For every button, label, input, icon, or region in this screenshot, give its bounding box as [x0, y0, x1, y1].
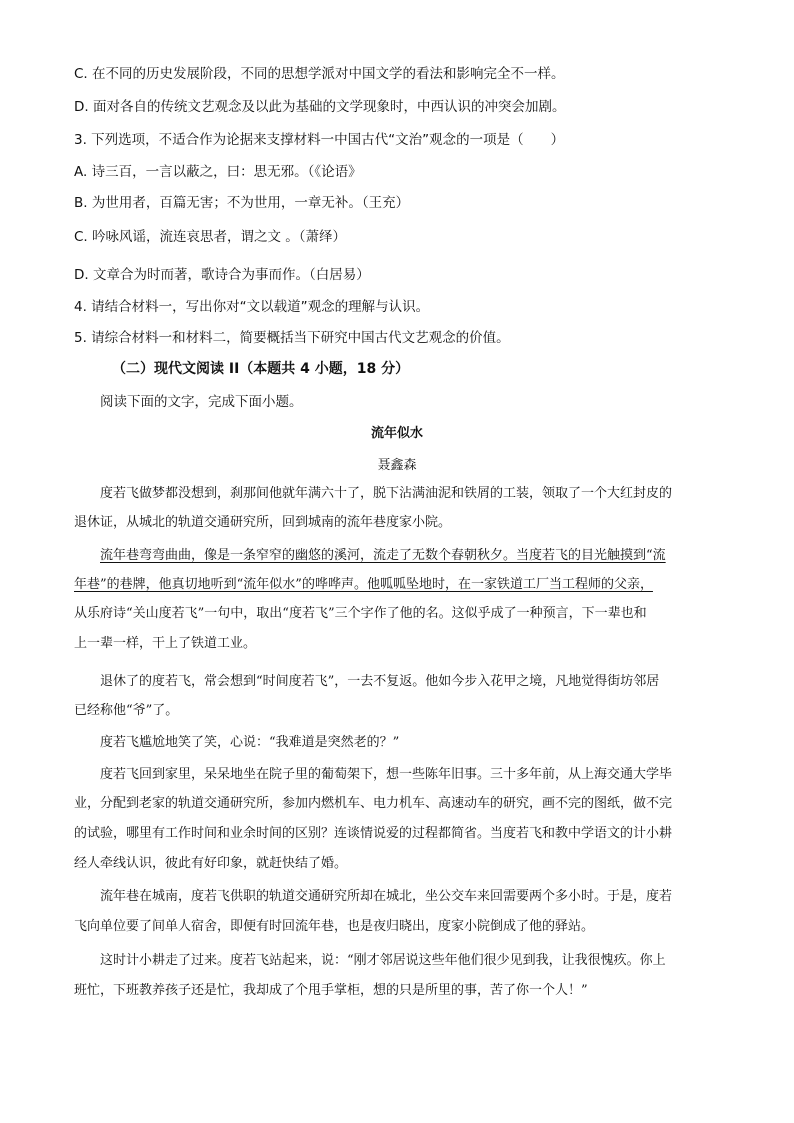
option-d-line: D. 面对各自的传统文艺观念及以此为基础的文学现象时，中西认识的冲突会加剧。: [74, 99, 566, 115]
article-line: 流年巷在城南，度若飞供职的轨道交通研究所却在城北，坐公交车来回需要两个多小时。于是，度若: [100, 889, 673, 904]
question-4: 4. 请结合材料一，写出你对“文以载道”观念的理解与认识。: [74, 299, 430, 315]
article-line: 度若飞回到家里，呆呆地坐在院子里的葡萄架下，想一些陈年旧事。三十多年前，从上海交通大学毕: [100, 767, 673, 782]
article-line: 退休证，从城北的轨道交通研究所，回到城南的流年巷度家小院。: [74, 515, 452, 530]
article-line-underlined: 年巷”的巷牌，他真切地听到“流年似水”的哗哗声。他呱呱坠地时，在一家铁道工厂当工程师的父亲，: [74, 577, 653, 592]
article-line: 退休了的度若飞，常会想到“时间度若飞”，一去不复返。他如今步入花甲之境，凡地觉得街坊邻居: [100, 674, 660, 689]
article-title: 流年似水: [370, 426, 423, 441]
option-c-line: C. 在不同的历史发展阶段，不同的思想学派对中国文学的看法和影响完全不一样。: [74, 66, 565, 82]
question-3-option-c: C. 吟咏风谣，流连哀思者，谓之文 。（萧绎）: [74, 229, 347, 245]
article-line: 飞向单位要了间单人宿舍，即便有时回流年巷，也是夜归晓出，度家小院倒成了他的驿站。: [74, 919, 595, 934]
article-line: 从乐府诗“关山度若飞”一句中，取出“度若飞”三个字作了他的名。这似乎成了一种预言，下一辈也和: [74, 606, 647, 621]
article-line: 上一辈一样，干上了铁道工业。: [74, 636, 257, 651]
article-line: 度若飞做梦都没想到，刹那间他就年满六十了，脱下沾满油泥和铁屑的工装，领取了一个大红封皮的: [100, 486, 673, 501]
question-3: 3. 下列选项，不适合作为论据来支撑材料一中国古代“文治”观念的一项是（ ）: [74, 132, 565, 148]
article-line: 经人牵线认识，彼此有好印象，就赶快结了婚。: [74, 856, 348, 871]
article-line: 的试验，哪里有工作时间和业余时间的区别？连谈情说爱的过程都简省。当度若飞和教中学语文的计小耕: [74, 826, 673, 841]
article-line: 业，分配到老家的轨道交通研究所，参加内燃机车、电力机车、高速动车的研究，画不完的图纸，做不完: [74, 796, 673, 811]
article-author: 聂鑫森: [377, 458, 417, 473]
question-3-option-b: B. 为世用者，百篇无害；不为世用，一章无补。（王充）: [74, 195, 410, 211]
section-heading: （二）现代文阅读 II（本题共 4 小题，18 分）: [112, 361, 410, 377]
article-line: 这时计小耕走了过来。度若飞站起来，说：“刚才邻居说这些年他们很少见到我，让我很愧疚。你上: [100, 953, 666, 968]
article-line-underlined: 流年巷弯弯曲曲，像是一条窄窄的幽悠的溪河，流走了无数个春朝秋夕。当度若飞的目光触摸到“流: [100, 548, 666, 563]
question-3-option-d: D. 文章合为时而著，歌诗合为事而作。（白居易）: [74, 267, 370, 283]
article-line: 班忙，下班教养孩子还是忙，我却成了个甩手掌柜，想的只是所里的事，苦了你一个人！”: [74, 983, 588, 998]
article-line: 已经称他“爷”了。: [74, 703, 179, 718]
question-5: 5. 请综合材料一和材料二，简要概括当下研究中国古代文艺观念的价值。: [74, 330, 510, 346]
article-line: 度若飞尴尬地笑了笑，心说：“我难道是突然老的？”: [100, 735, 400, 750]
question-3-option-a: A. 诗三百，一言以蔽之，曰：思无邪。（《论语》: [74, 164, 362, 180]
section-instruction: 阅读下面的文字，完成下面小题。: [100, 394, 303, 410]
